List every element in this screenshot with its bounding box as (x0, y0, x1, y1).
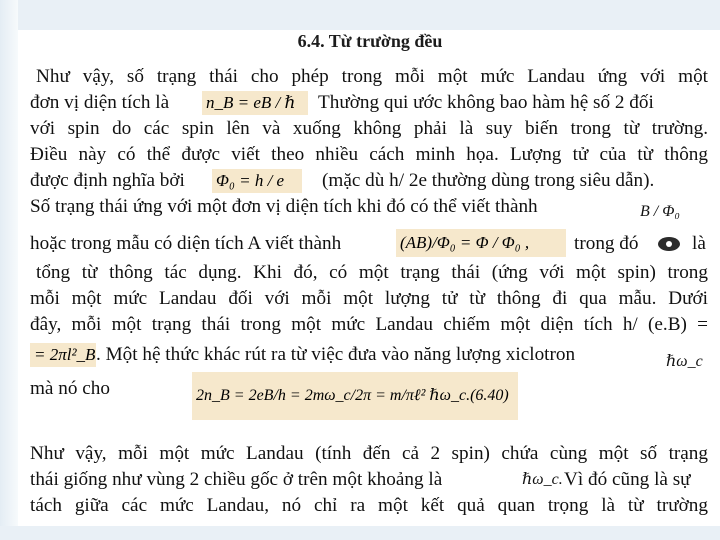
slide-bottom-band (0, 526, 720, 540)
formula-area: = 2πl²_B (30, 343, 96, 367)
text-line: mà nó cho (30, 378, 110, 399)
text-line: tổng từ thông tác dụng. Khi đó, có một trạng thái (ứng với một spin) trong (36, 262, 708, 283)
formula-ab: (AB)/Φ₀ = Φ / Φ₀ , (396, 229, 566, 257)
text-line: Như vậy, số trạng thái cho phép trong mỗi một mức Landau ứng với một (36, 66, 708, 87)
formula-eq-6-40: 2n_B = 2eB/h = 2mω_c/2π = m/πℓ² ℏω_c.(6.40) (192, 372, 518, 420)
text-line: được định nghĩa bởi (30, 170, 185, 191)
text-line: mỗi một mức Landau đối với mỗi một lượng tử từ thông đi qua mẫu. Dưới (30, 288, 708, 309)
text-line: với spin do các spin lên và xuống không phải là suy biến trong từ trường. (30, 118, 708, 139)
text-line: . Một hệ thức khác rút ra từ việc đưa vào năng lượng xiclotron (96, 344, 576, 365)
formula-nb: n_B = eB / ℏ (202, 91, 308, 115)
text-line: Điều này có thể được viết theo nhiều cách minh họa. Lượng tử của từ thông (30, 144, 708, 165)
formula-hbar-wc-2: ℏω_c. (522, 471, 563, 488)
text-line: Thường qui ước không bao hàm hệ số 2 đối (318, 92, 654, 113)
text-line: thái giống như vùng 2 chiều gốc ở trên một khoảng là (30, 469, 443, 490)
text-line: đây, mỗi một trạng thái trong một mức Landau chiếm một diện tích h/ (e.B) = (30, 314, 708, 335)
page-title: 6.4. Từ trường đều (297, 31, 443, 51)
text-line: là (692, 233, 706, 254)
text-line: (mặc dù h/ 2e thường dùng trong siêu dẫn). (322, 170, 655, 191)
phi-symbol-icon (658, 237, 680, 251)
slide-left-band (0, 0, 18, 540)
formula-b-over-phi0: B / Φ₀ (640, 203, 680, 220)
slide-top-band (0, 0, 720, 30)
text-line: Số trạng thái ứng với một đơn vị diện tích khi đó có thể viết thành (30, 196, 538, 217)
formula-phi0: Φ₀ = h / e (212, 169, 302, 193)
text-line: trong đó (574, 233, 639, 254)
text-line: đơn vị diện tích là (30, 92, 170, 113)
text-line: Như vậy, mỗi một mức Landau (tính đến cả 2 spin) chứa cùng một số trạng (30, 443, 708, 464)
text-line: Vì đó cũng là sự (564, 469, 691, 490)
formula-hbar-wc: ℏω_c (666, 353, 703, 370)
text-line: hoặc trong mẫu có diện tích A viết thành (30, 233, 342, 254)
text-line: tách giữa các mức Landau, nó chỉ ra một kết quả quan trọng là từ trường (30, 495, 708, 516)
